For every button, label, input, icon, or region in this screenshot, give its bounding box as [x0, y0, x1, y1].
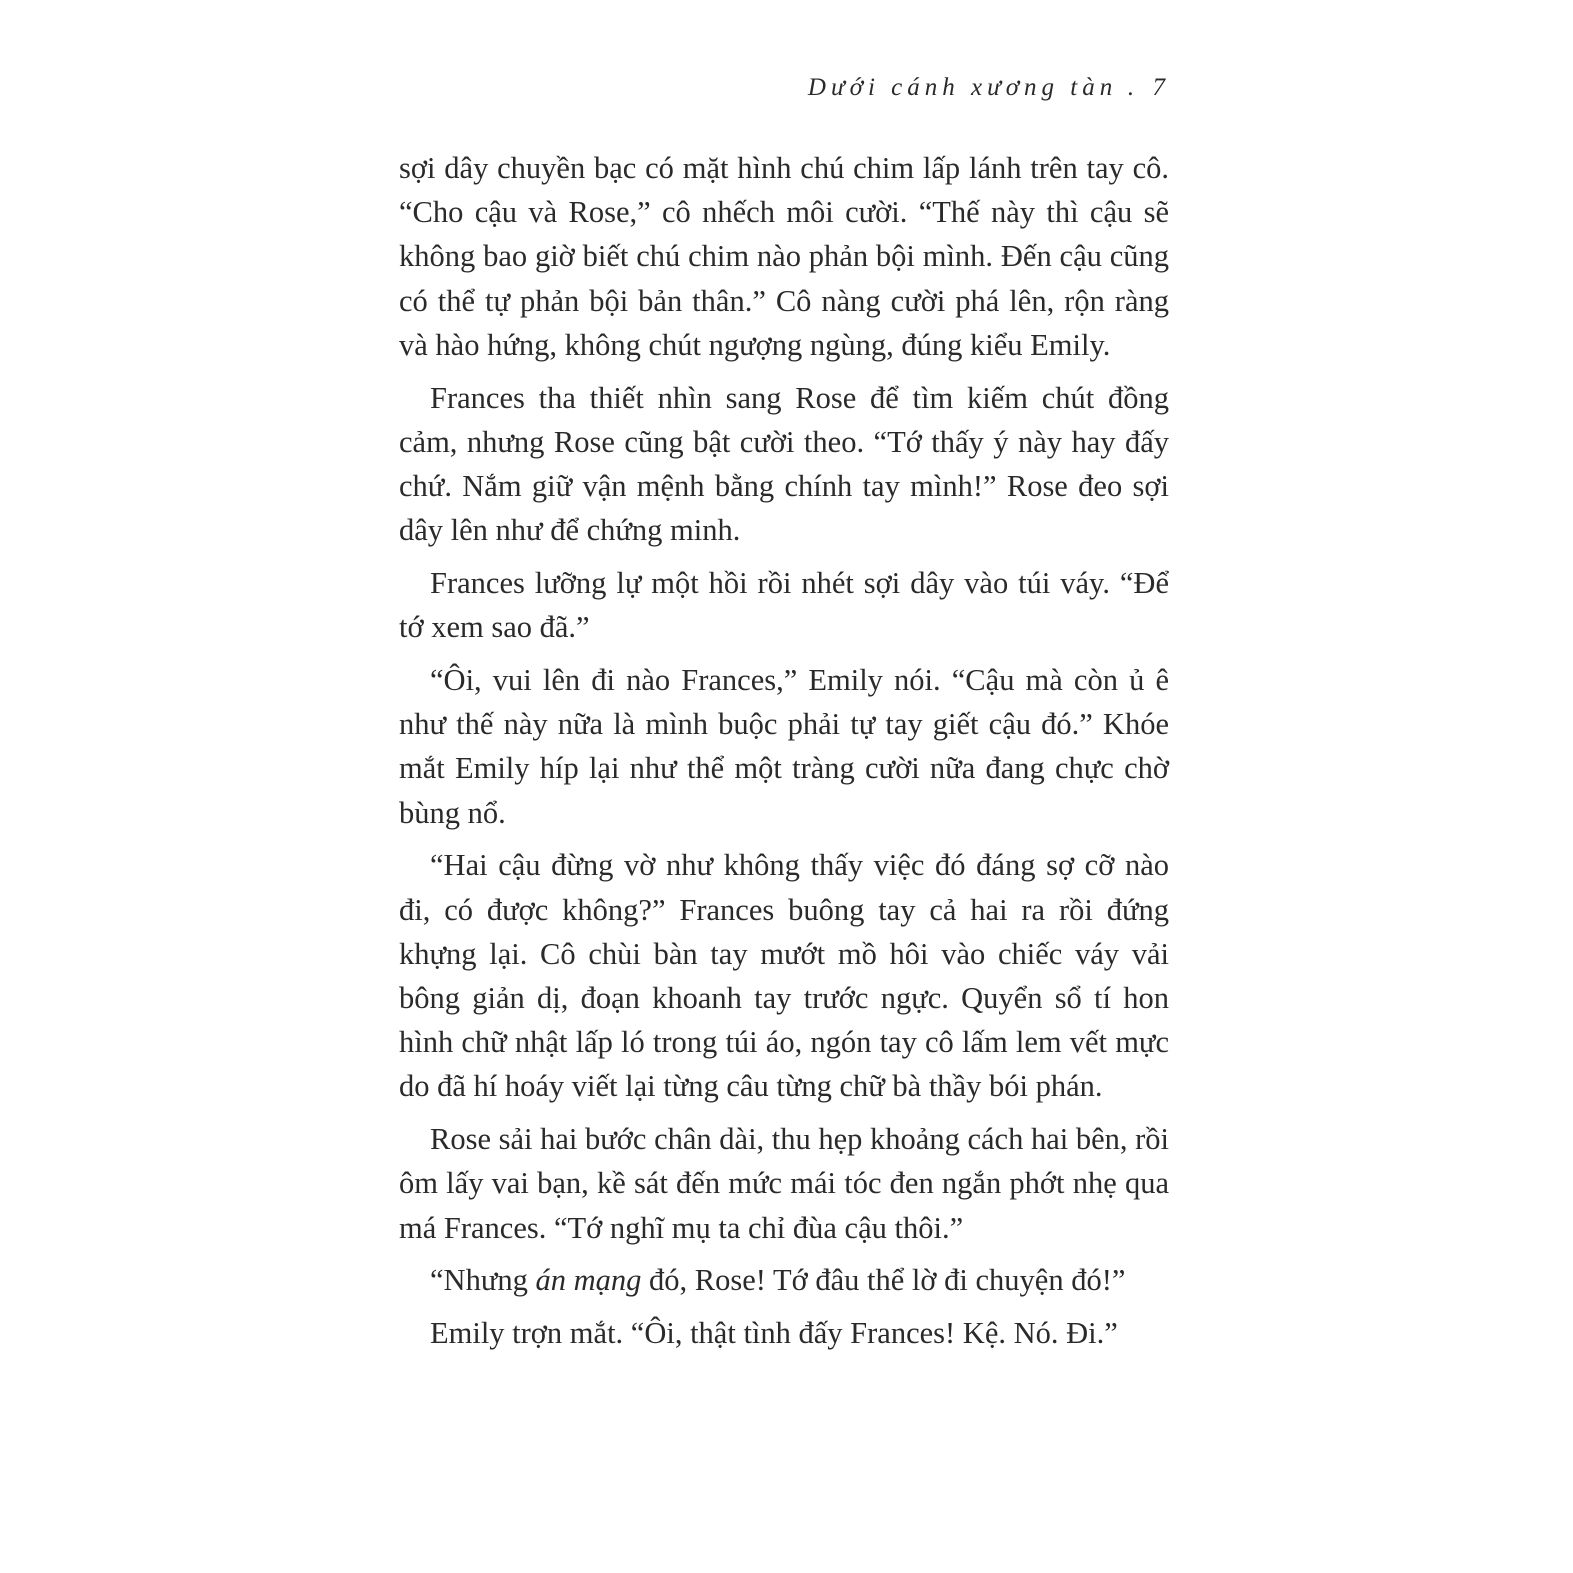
paragraph: Emily trợn mắt. “Ôi, thật tình đấy Frances! Kệ. Nó. Đi.”	[430, 1316, 1118, 1351]
paragraph: “Hai cậu đừng vờ như không thấy việc đó đáng sợ cỡ nào đi, có được không?” Frances buông tay cả hai ra rồi đứng khựng lại. Cô chùi bàn tay mướt mồ hôi vào chiếc váy vải bông giản dị, đoạn khoanh tay trước ngực. Quyển sổ tí hon hình chữ nhật lấp ló trong túi áo, ngón tay cô lấm lem vết mực do đã hí hoáy viết lại từng câu từng chữ bà thầy bói phán.	[399, 848, 1169, 1104]
paragraph: “Ôi, vui lên đi nào Frances,” Emily nói. “Cậu mà còn ủ ê như thế này nữa là mình buộc phải tự tay giết cậu đó.” Khóe mắt Emily híp lại như thể một tràng cười nữa đang chực chờ bùng nổ.	[399, 663, 1169, 830]
book-title: Dưới cánh xương tàn	[807, 74, 1118, 101]
header-separator: .	[1127, 74, 1139, 101]
paragraph: Frances lưỡng lự một hồi rồi nhét sợi dây vào túi váy. “Để tớ xem sao đã.”	[399, 566, 1169, 645]
paragraph-text: “Nhưng	[430, 1263, 536, 1298]
emphasized-text: án mạng	[535, 1263, 642, 1298]
paragraph: Rose sải hai bước chân dài, thu hẹp khoảng cách hai bên, rồi ôm lấy vai bạn, kề sát đến mức mái tóc đen ngắn phớt nhẹ qua má Frances. “Tớ nghĩ mụ ta chỉ đùa cậu thôi.”	[399, 1122, 1170, 1245]
page-number: 7	[1152, 74, 1170, 101]
paragraph	[399, 1258, 1169, 1302]
paragraph: Frances tha thiết nhìn sang Rose để tìm kiếm chút đồng cảm, nhưng Rose cũng bật cười theo. “Tớ thấy ý này hay đấy chứ. Nắm giữ vận mệnh bằng chính tay mình!” Rose đeo sợi dây lên như để chứng minh.	[399, 380, 1169, 548]
paragraph-text: đó, Rose! Tớ đâu thể lờ đi chuyện đó!”	[641, 1263, 1126, 1298]
body-text	[399, 146, 1169, 1364]
running-header	[808, 74, 1170, 102]
paragraph: sợi dây chuyền bạc có mặt hình chú chim lấp lánh trên tay cô. “Cho cậu và Rose,” cô nhếch môi cười. “Thế này thì cậu sẽ không bao giờ biết chú chim nào phản bội mình. Đến cậu cũng có thể tự phản bội bản thân.” Cô nàng cười phá lên, rộn ràng và hào hứng, không chút ngượng ngùng, đúng kiểu Emily.	[399, 151, 1169, 362]
